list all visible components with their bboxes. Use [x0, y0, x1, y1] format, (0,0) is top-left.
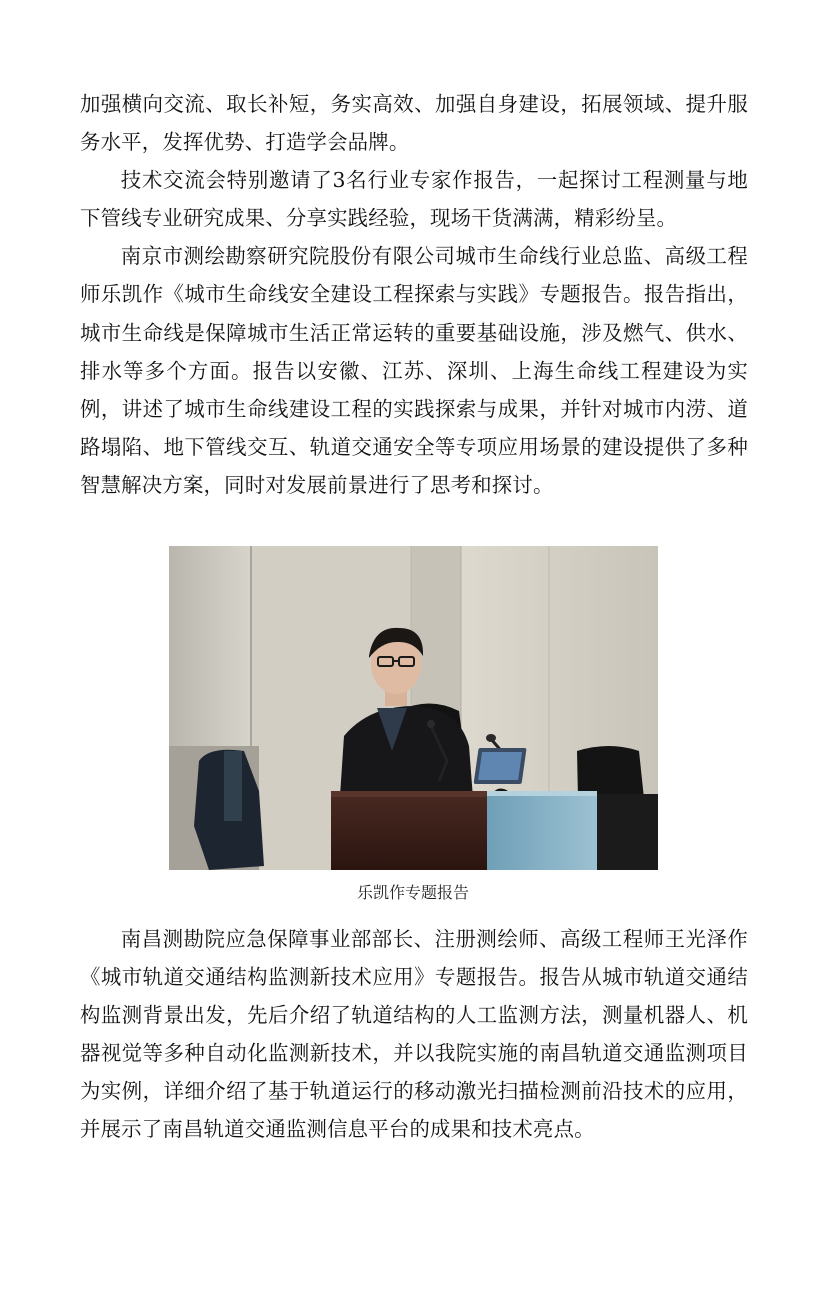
- paragraph-3: 南京市测绘勘察研究院股份有限公司城市生命线行业总监、高级工程师乐凯作《城市生命线安全建设工程探索与实践》专题报告。报告指出，城市生命线是保障城市生活正常运转的重要基础设施，涉及燃气、供水、排水等多个方面。报告以安徽、江苏、深圳、上海生命线工程建设为实例，讲述了城市生命线建设工程的实践探索与成果，并针对城市内涝、道路塌陷、地下管线交互、轨道交通安全等专项应用场景的建设提供了多种智慧解决方案，同时对发展前景进行了思考和探讨。: [80, 244, 748, 497]
- paragraph-2: 技术交流会特别邀请了3名行业专家作报告，一起探讨工程测量与地下管线专业研究成果、分享实践经验，现场干货满满，精彩纷呈。: [80, 168, 748, 231]
- paragraph-4: 南昌测勘院应急保障事业部部长、注册测绘师、高级工程师王光泽作《城市轨道交通结构监测新技术应用》专题报告。报告从城市轨道交通结构监测背景出发，先后介绍了轨道结构的人工监测方法，测量机器人、机器视觉等多种自动化监测新技术，并以我院实施的南昌轨道交通监测项目为实例，详细介绍了基于轨道运行的移动激光扫描检测前沿技术的应用，并展示了南昌轨道交通监测信息平台的成果和技术亮点。: [80, 927, 748, 1142]
- paragraph-1: 加强横向交流、取长补短，务实高效、加强自身建设，拓展领域、提升服务水平，发挥优势、打造学会品牌。: [80, 92, 748, 155]
- article-body-bottom: [80, 920, 748, 1149]
- figure-caption: 乐凯作专题报告: [356, 883, 469, 902]
- speaker-photo: [169, 546, 658, 870]
- article-body-top: [80, 85, 748, 504]
